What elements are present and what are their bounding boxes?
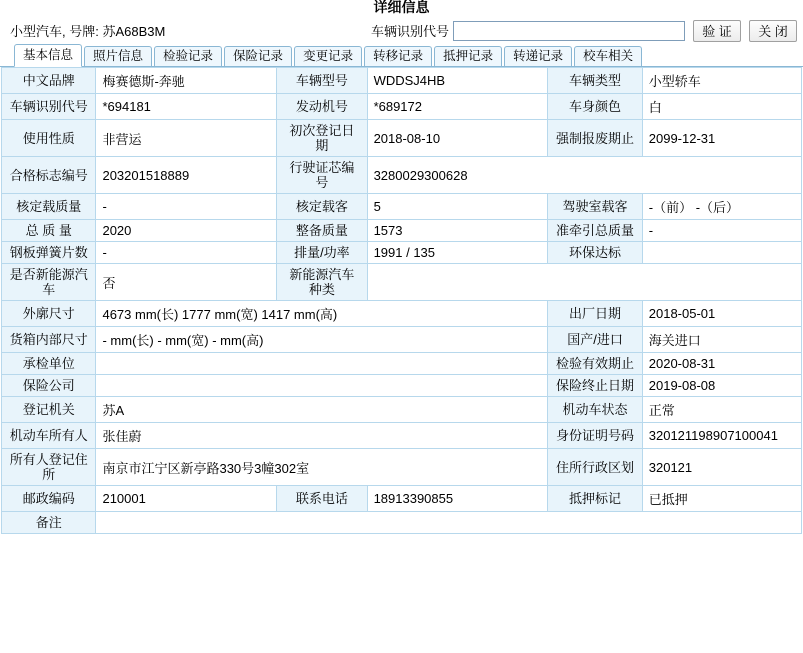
- license-chip-no-value: 3280029300628: [367, 157, 801, 194]
- table-row: [2, 120, 802, 157]
- use-nature-value: 非营运: [96, 120, 277, 157]
- table-row: [2, 423, 802, 449]
- engine-no-value: *689172: [367, 94, 548, 120]
- certificate-no-value: 203201518889: [96, 157, 277, 194]
- scrap-deadline-label: 强制报废期止: [548, 120, 642, 157]
- address-division-value: 320121: [642, 449, 801, 486]
- remark-label: 备注: [2, 512, 96, 534]
- cargo-dimensions-label: 货箱内部尺寸: [2, 327, 96, 353]
- mortgage-mark-label: 抵押标记: [548, 486, 642, 512]
- emission-standard-label: 环保达标: [548, 242, 642, 264]
- tab-bar: [0, 44, 803, 67]
- tab-basic-info[interactable]: 基本信息: [14, 44, 82, 67]
- new-energy-type-label: 新能源汽车种类: [277, 264, 367, 301]
- page-title: 详细信息: [373, 0, 430, 14]
- rated-load-label: 核定载质量: [2, 194, 96, 220]
- table-row: [2, 157, 802, 194]
- engine-no-label: 发动机号: [277, 94, 367, 120]
- origin-label: 国产/进口: [548, 327, 642, 353]
- table-row: [2, 264, 802, 301]
- rated-passengers-label: 核定载客: [277, 194, 367, 220]
- certificate-no-label: 合格标志编号: [2, 157, 96, 194]
- body-color-value: 白: [642, 94, 801, 120]
- tab-school-bus[interactable]: 校车相关: [574, 46, 642, 66]
- id-number-value: 320121198907100041: [642, 423, 801, 449]
- vehicle-status-value: 正常: [642, 397, 801, 423]
- registration-authority-value: 苏A: [96, 397, 548, 423]
- inspection-valid-until-value: 2020-08-31: [642, 353, 801, 375]
- new-energy-type-value: [367, 264, 801, 301]
- gross-mass-label: 总 质 量: [2, 220, 96, 242]
- leaf-spring-count-value: -: [96, 242, 277, 264]
- model-value: WDDSJ4HB: [367, 68, 548, 94]
- postcode-value: 210001: [96, 486, 277, 512]
- tab-change-records[interactable]: 变更记录: [294, 46, 362, 66]
- owner-address-value: 南京市江宁区新亭路330号3幢302室: [96, 449, 548, 486]
- mortgage-mark-value: 已抵押: [642, 486, 801, 512]
- insurance-end-date-value: 2019-08-08: [642, 375, 801, 397]
- address-division-label: 住所行政区划: [548, 449, 642, 486]
- tab-insurance-records[interactable]: 保险记录: [224, 46, 292, 66]
- emission-standard-value: [642, 242, 801, 264]
- table-row: [2, 512, 802, 534]
- new-energy-label: 是否新能源汽车: [2, 264, 96, 301]
- model-label: 车辆型号: [277, 68, 367, 94]
- scrap-deadline-value: 2099-12-31: [642, 120, 801, 157]
- table-row: [2, 353, 802, 375]
- insurance-end-date-label: 保险终止日期: [548, 375, 642, 397]
- cab-passengers-label: 驾驶室载客: [548, 194, 642, 220]
- rated-load-value: -: [96, 194, 277, 220]
- vehicle-type-label: 车辆类型: [548, 68, 642, 94]
- curb-mass-label: 整备质量: [277, 220, 367, 242]
- vin-value: *694181: [96, 94, 277, 120]
- query-bar: [0, 14, 803, 44]
- brand-value: 梅赛德斯-奔驰: [96, 68, 277, 94]
- body-color-label: 车身颜色: [548, 94, 642, 120]
- inspection-unit-value: [96, 353, 548, 375]
- phone-label: 联系电话: [277, 486, 367, 512]
- vin-label: 车辆识别代号: [2, 94, 96, 120]
- factory-date-value: 2018-05-01: [642, 301, 801, 327]
- use-nature-label: 使用性质: [2, 120, 96, 157]
- tab-mortgage-records[interactable]: 抵押记录: [434, 46, 502, 66]
- table-row: [2, 486, 802, 512]
- inspection-unit-label: 承检单位: [2, 353, 96, 375]
- outer-dimensions-label: 外廓尺寸: [2, 301, 96, 327]
- remark-value: [96, 512, 802, 534]
- vehicle-type-value: 小型轿车: [642, 68, 801, 94]
- registration-authority-label: 登记机关: [2, 397, 96, 423]
- tab-delivery-records[interactable]: 转递记录: [504, 46, 572, 66]
- table-row: [2, 68, 802, 94]
- outer-dimensions-value: 4673 mm(长) 1777 mm(宽) 1417 mm(高): [96, 301, 548, 327]
- tow-mass-label: 准牵引总质量: [548, 220, 642, 242]
- first-registration-label: 初次登记日期: [277, 120, 367, 157]
- inspection-valid-until-label: 检验有效期止: [548, 353, 642, 375]
- insurance-company-label: 保险公司: [2, 375, 96, 397]
- verify-button[interactable]: 验 证: [693, 20, 741, 42]
- table-row: [2, 449, 802, 486]
- cab-passengers-value: -（前） -（后）: [642, 194, 801, 220]
- license-chip-no-label: 行驶证芯编号: [277, 157, 367, 194]
- basic-info-table: [1, 67, 802, 534]
- factory-date-label: 出厂日期: [548, 301, 642, 327]
- close-button[interactable]: 关 闭: [749, 20, 797, 42]
- table-row: [2, 194, 802, 220]
- owner-value: 张佳蔚: [96, 423, 548, 449]
- tab-transfer-records[interactable]: 转移记录: [364, 46, 432, 66]
- vehicle-summary-label: 小型汽车, 号牌: 苏A68B3M: [10, 24, 166, 39]
- table-row: [2, 327, 802, 353]
- tab-photo-info[interactable]: 照片信息: [84, 46, 152, 66]
- table-row: [2, 397, 802, 423]
- tow-mass-value: -: [642, 220, 801, 242]
- owner-address-label: 所有人登记住所: [2, 449, 96, 486]
- table-row: [2, 242, 802, 264]
- id-number-label: 身份证明号码: [548, 423, 642, 449]
- displacement-power-label: 排量/功率: [277, 242, 367, 264]
- phone-value: 18913390855: [367, 486, 548, 512]
- table-row: [2, 301, 802, 327]
- brand-label: 中文品牌: [2, 68, 96, 94]
- rated-passengers-value: 5: [367, 194, 548, 220]
- table-row: [2, 94, 802, 120]
- table-row: [2, 220, 802, 242]
- gross-mass-value: 2020: [96, 220, 277, 242]
- tab-inspection-records[interactable]: 检验记录: [154, 46, 222, 66]
- displacement-power-value: 1991 / 135: [367, 242, 548, 264]
- owner-label: 机动车所有人: [2, 423, 96, 449]
- new-energy-value: 否: [96, 264, 277, 301]
- origin-value: 海关进口: [642, 327, 801, 353]
- postcode-label: 邮政编码: [2, 486, 96, 512]
- cargo-dimensions-value: - mm(长) - mm(宽) - mm(高): [96, 327, 548, 353]
- insurance-company-value: [96, 375, 548, 397]
- curb-mass-value: 1573: [367, 220, 548, 242]
- table-row: [2, 375, 802, 397]
- vin-search-input[interactable]: [453, 21, 685, 41]
- vin-search-label: 车辆识别代号: [370, 24, 449, 39]
- leaf-spring-count-label: 钢板弹簧片数: [2, 242, 96, 264]
- vehicle-status-label: 机动车状态: [548, 397, 642, 423]
- first-registration-value: 2018-08-10: [367, 120, 548, 157]
